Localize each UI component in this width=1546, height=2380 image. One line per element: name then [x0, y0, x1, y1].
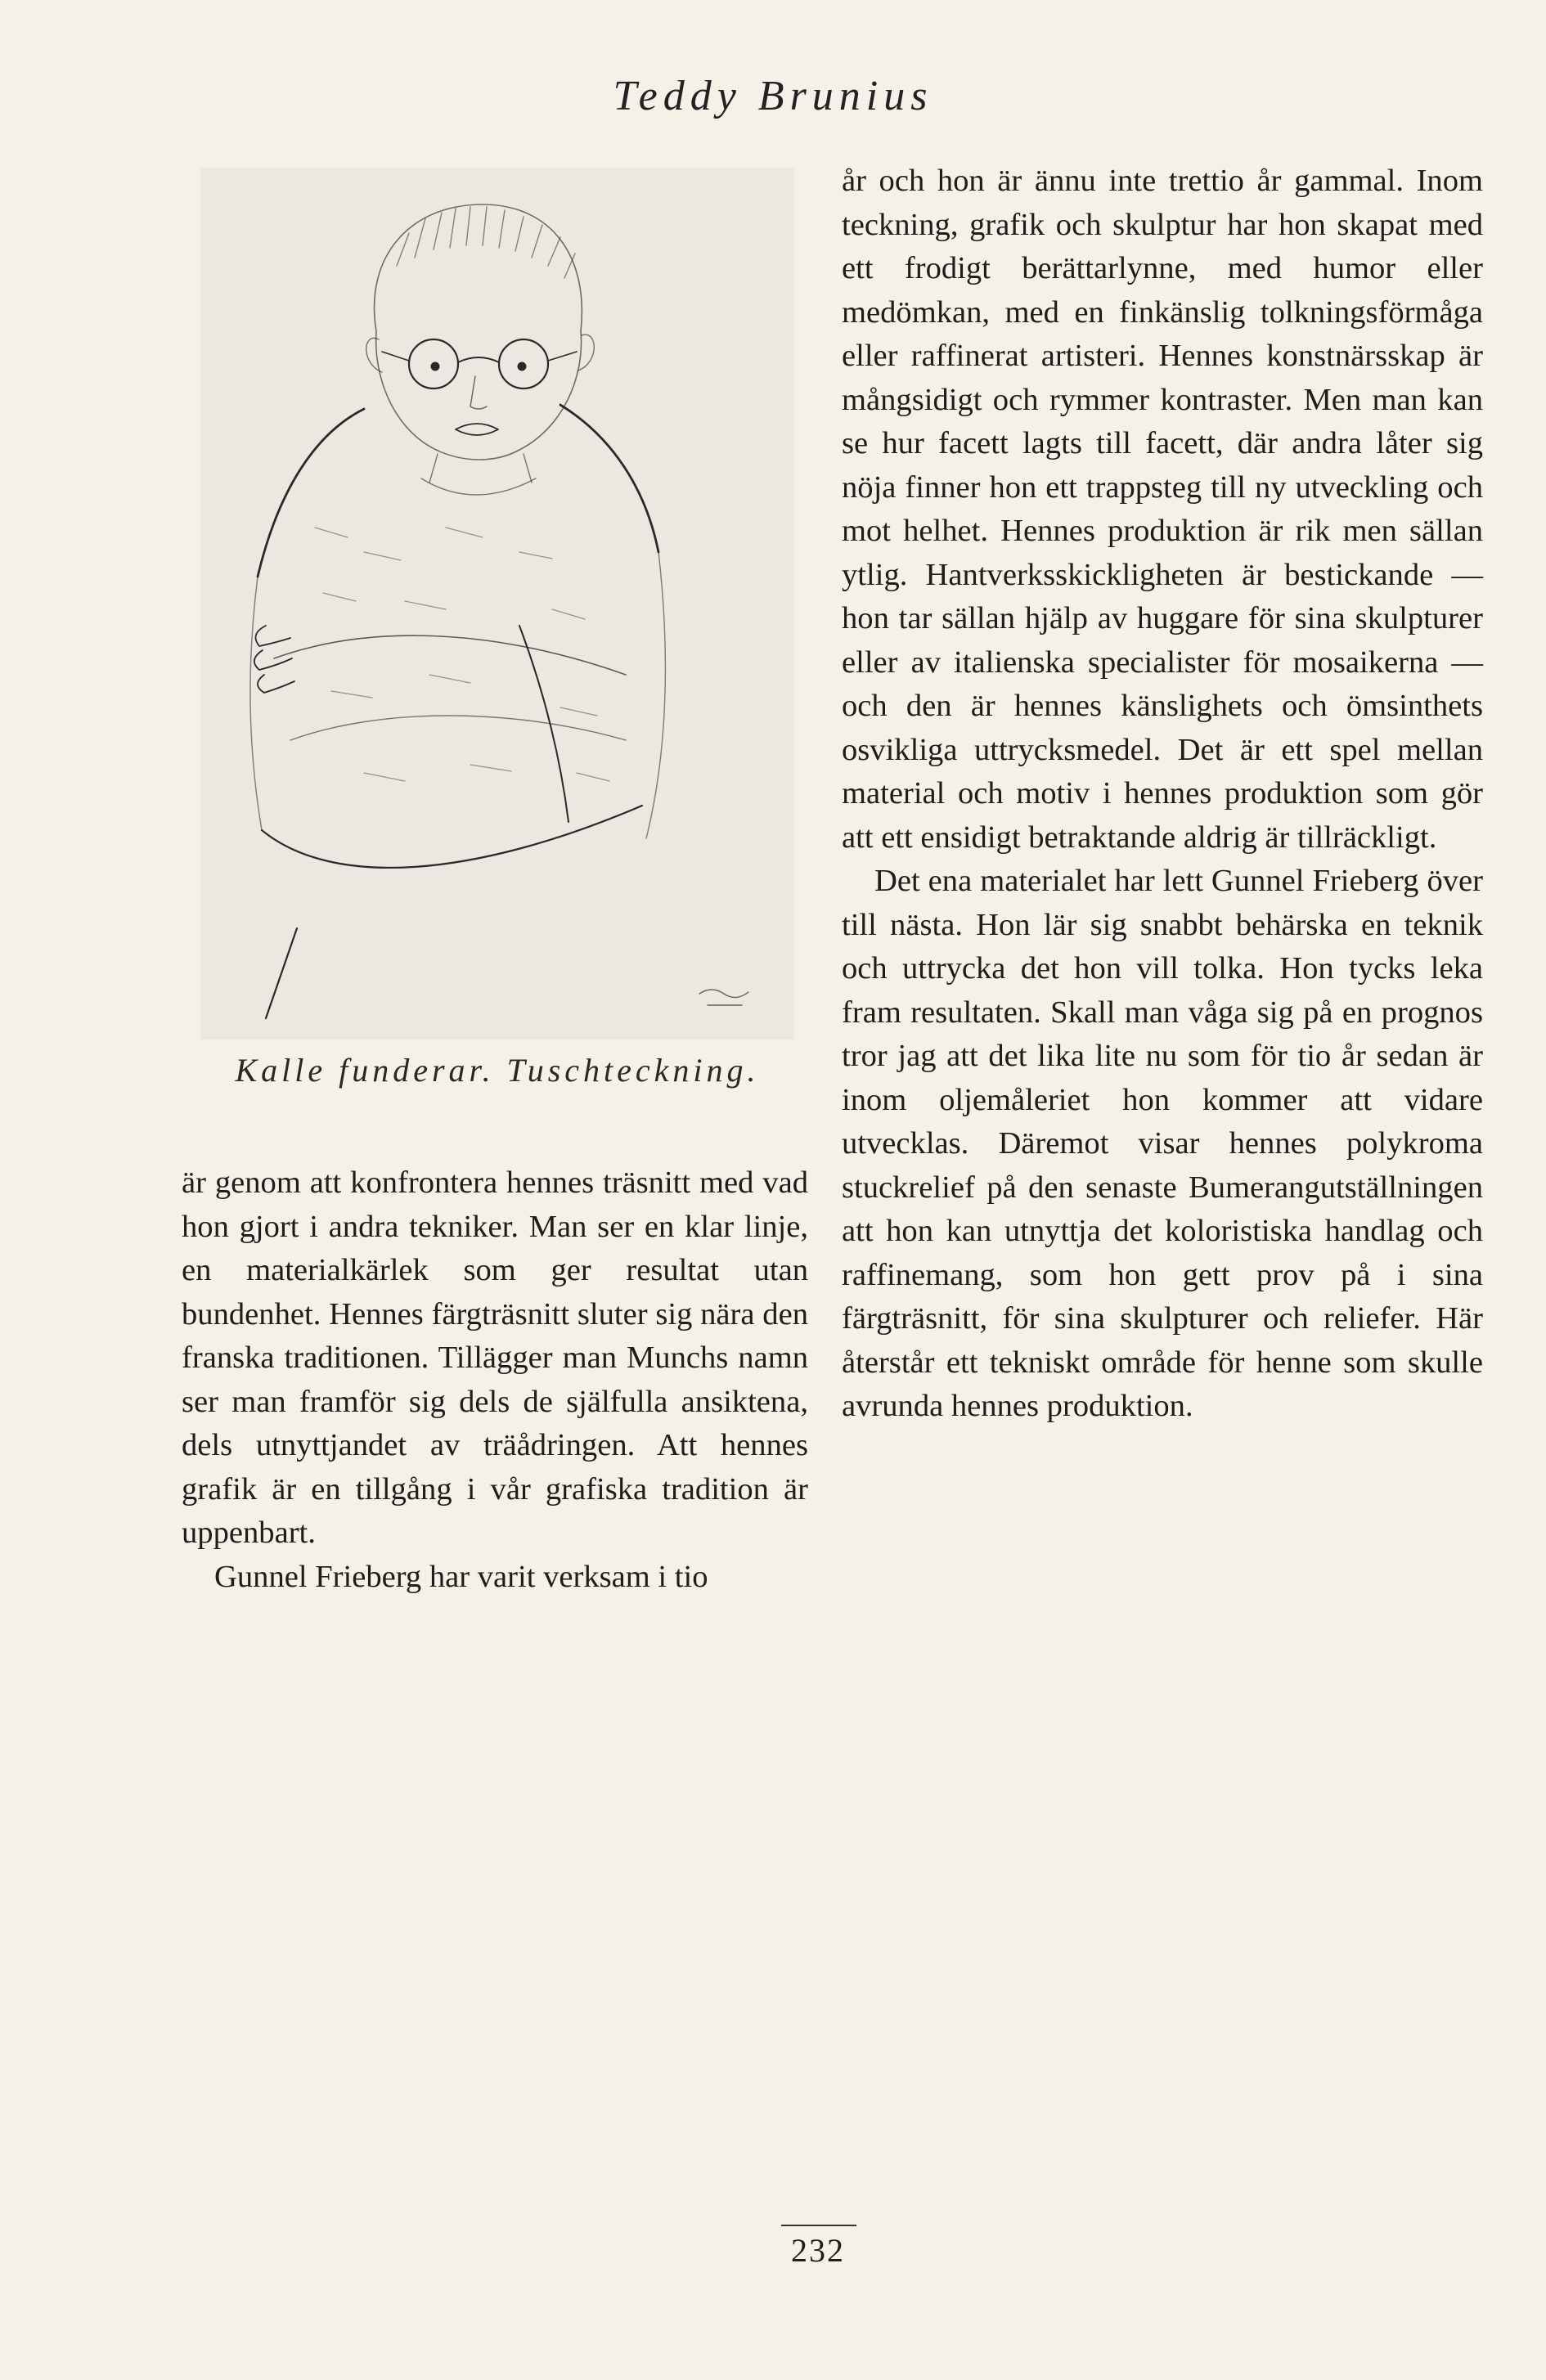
paragraph: Det ena materialet har lett Gunnel Frieberg över till nästa. Hon lär sig snabbt behärska en teknik och uttrycka det hon vill tolka. Hon tycks leka fram resultaten. Skall man våga sig på en prognos tror jag att det lika lite nu som för tio år sedan är inom oljemåleriet hon kommer att vidare utvecklas. Däremot visar hennes polykroma stuckrelief på den senaste Bumerangutställningen att hon kan utnyttja det koloristiska handlag och raffinemang, som hon gett prov på i sina färgträsnitt, för sina skulpturer och reliefer. Här återstår ett tekniskt område för henne som skulle avrunda hennes produktion. — [842, 864, 1483, 1423]
right-text-column — [842, 159, 1483, 1429]
page-number-rule — [781, 2225, 856, 2226]
figure-caption: Kalle funderar. Tuschteckning. — [235, 1052, 760, 1089]
boy-portrait-drawing — [200, 168, 794, 1040]
paragraph: Gunnel Frieberg har varit verksam i tio — [214, 1559, 708, 1594]
ink-drawing-illustration — [200, 168, 794, 1040]
paragraph: är genom att konfrontera hennes träsnitt med vad hon gjort i andra tekniker. Man ser en klar linje, en materialkärlek som ger resultat utan bundenhet. Hennes färgträsnitt sluter sig nära den franska traditionen. Tillägger man Munchs namn ser man framför sig dels de själfulla ansiktena, dels utnyttjandet av träådringen. Att hennes grafik är en tillgång i vår grafiska tradition är uppenbart. — [182, 1165, 808, 1550]
running-header-author: Teddy Brunius — [613, 73, 933, 119]
page-number: 232 — [791, 2232, 845, 2269]
left-text-column — [182, 1161, 808, 1599]
paragraph: år och hon är ännu inte trettio år gammal. Inom teckning, grafik och skulptur har hon skapat med ett frodigt berättarlynne, med humor eller medömkan, med en finkänslig tolkningsförmåga eller raffinerat artisteri. Hennes konstnärsskap är mångsidigt och rymmer kontraster. Men man kan se hur facett lagts till facett, där andra låter sig nöja finner hon ett trappsteg till ny utveckling och mot helhet. Hennes produktion är rik men sällan ytlig. Hantverksskickligheten är bestickande — hon tar sällan hjälp av huggare för sina skulpturer eller av italienska specialister för mosaikerna — och den är hennes känslighets och ömsinthets osvikliga uttrycksmedel. Det är ett spel mellan material och motiv i hennes produktion som gör att ett ensidigt betraktande aldrig är tillräckligt. — [842, 164, 1483, 855]
